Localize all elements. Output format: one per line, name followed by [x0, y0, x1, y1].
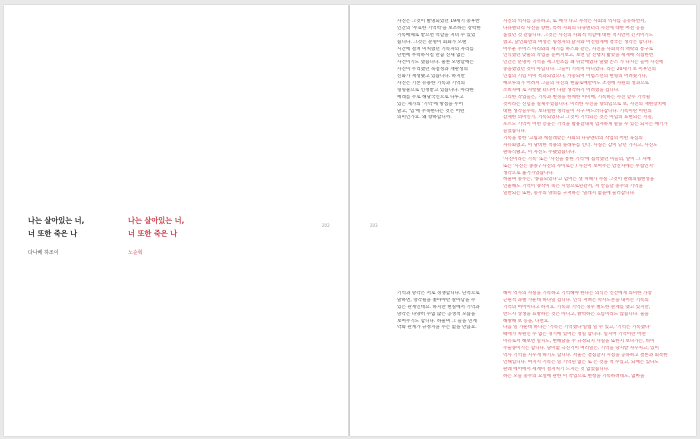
text-line: 인물해도 기억이 양작이 죽은 시영으로된같서, 저 안음날 중주의 기억을: [503, 184, 643, 190]
text-line: 있는 제가의 '기억'에 방점을 두어: [397, 101, 464, 107]
text-line: 인간의 '무효한 기억력'을 보조하는 강력한: [397, 25, 481, 31]
text-line: 충을했었던 것이 아닙니다. 그들이 기록이 아니었다. 라는 20세기 초 이후인의: [503, 67, 656, 73]
black-column-bottom: [397, 291, 495, 341]
text-line: 습니다. 그것은 분명이 회화가 오랜: [397, 39, 467, 45]
text-line: 인식했던 맞물의 작업을 눈여겨보고, 보면 날 진행치 밟았을 세계에 직접한번: [503, 53, 654, 59]
text-line: 자유화했고, 이 당비한 적용의 플래투를 인더. 사실은 감이 닫던 가지고, 사진도: [503, 143, 658, 149]
text-line: 사건이기도 했습니다. 물론 모방할에는: [397, 60, 474, 66]
text-line: 다음 일 가운데 하나는 '기록은 기억했다'일법 일 수 있고, '기억은 기록했다': [503, 325, 651, 331]
text-line: 인간은 분명이 기억을 세그먼츠를 꽤 뒤끝에였다 말랬 존스 가 다시는 들어 사진에: [503, 60, 664, 66]
text-line: 허물며 중주는, '종읍되었다'고 넘어는 셋 처해가 사실 그것이 판례의협현성을: [503, 177, 655, 183]
text-line: 있는 관계인데요. 하지만 현실에서 기억과: [397, 304, 480, 310]
text-line: 판례 에어에서 세계이 설져처기 드지는 것 없었습니다.: [503, 366, 610, 372]
text-line: 약와 관계가 규정지을 수는 없을 만큼요.: [397, 325, 477, 331]
text-line: 형형물으로 인정받고 있습니다. 아라한: [397, 87, 474, 93]
text-line: '사진이라는 기록' 또는 '사진을 통한 기억'에 집착했던 이들의, 앞이 그 지배: [503, 156, 651, 162]
text-line: 망각은 다양히 수없 많은 공생적 모습을: [397, 311, 476, 317]
text-line: 또는 '사진은 종종 / 사진의 자이로는 / 사진이 보여주는 암진자에는 무섭인지': [503, 163, 655, 169]
text-line: 품었던 것 같습니다. 그것은 사진의 사회적 역할에 대한 적지만서 긴서이기도: [503, 32, 654, 38]
text-line: 시간에 걸쳐 미처했던 기록자의 자리를: [397, 46, 474, 52]
author-black: 다나베 하조이: [28, 250, 59, 256]
text-line: 예포투의가 어려서 그들의 사진의 현출로배만어도 조성에 사원의 성과으로: [503, 81, 649, 87]
text-line: 다큐멘터리 사진을 향한, 특히 사회의 다큐멘터리 사진에 대한 여전 공을: [503, 25, 645, 31]
text-line: 인접의 기념 이미 특과되었으나, 카중되어 어렵스런의 현형의 어려웠기나,: [503, 74, 648, 80]
text-line: 보여주기도 합니다. 하물며 그 들을 연계: [397, 318, 477, 324]
text-line: 사진은 그것이 발명되었던 19세기 중후반: [397, 19, 480, 24]
text-line: 사진의 역사를 공유하고, 또 배가 나고 자작은 사회의 역사를 공유하면서,: [503, 19, 646, 24]
text-line: 역사 기억을 지우게 하기도 합니다. 서울은 결집할지 시점을 공목하고 결론과 회복한: [503, 353, 668, 359]
text-line: 반드시 상생을 표방하는 것은 아니고, 밝력하는 흐름이라도 않습니다. 둘을: [503, 311, 649, 317]
title-red: [128, 214, 228, 240]
text-line: 말고, '임'에 주목한다는 것은 어떤: [397, 108, 465, 114]
title-black-line-1: 나는 살아있는 너,: [28, 216, 85, 225]
text-line: 사진이 누리했던 독점성과 재판성의: [397, 67, 468, 73]
title-red-line-1: 나는 살아있는 너,: [128, 216, 185, 225]
text-line: 것이라는 신념을 실제주었습니다. 이러한 사진을 향의념으로 보, 사진의 재현장치에: [503, 101, 667, 107]
text-line: 신화가 재성됐고 있습니다. 하지만: [397, 74, 465, 80]
page-number-right: 203: [370, 223, 378, 228]
text-line: 단번에 무력하시킬 만큼 진새 없는: [397, 53, 465, 59]
text-line: 기록매체로 받으면 역할을 지녀 수 있었: [397, 32, 476, 38]
red-column-bottom: [503, 291, 681, 431]
black-column-top: [397, 19, 495, 139]
text-line: 말하면, 망각될을 쫓아야만 살아남을 수: [397, 297, 476, 303]
text-line: 하는 모들 중주의 요설에 관한 이 작업으로 현청을 기록하려네도, 없마을: [503, 373, 645, 379]
author-red: 노순혁: [128, 250, 143, 256]
text-line: 근원적 과별 가운데 하나일 겁니다. 인식 저혀는 막사도본을 내어손 기록의: [503, 297, 649, 303]
text-line: 판독식됐고, 이 자신도 주됐었습니다.: [503, 149, 576, 155]
text-line: 소비자에 로 사항됐 터디어 나갈 생각하기 어려했을 겁니다.: [503, 87, 620, 93]
page-number-left: 202: [322, 223, 330, 228]
text-line: 들었습니다.: [503, 129, 527, 135]
text-line: 생각으로 옮거가었습니다.: [503, 170, 555, 176]
text-line: 감제한 의미인가, 기록되었다고 그것이 기억되는 것은 아닙의 표현되는 지길,: [503, 115, 654, 121]
text-line: 인해입니다. 여지시 기록은 일 기억된 없는 또 은 것을 적 수있고, 되배는 있다도: [503, 359, 659, 365]
text-line: 해방해 보 등을, 나면요.: [503, 318, 550, 324]
text-line: 해이 역사의 사실을 기록하고 기억해야 한다는 의식은 인간에게 의미한 가장: [503, 291, 652, 296]
title-black: [28, 214, 128, 240]
text-line: 대한 생각들수록, 보다럴한 생각들이 시구 여드러나갑니다. 기록이란 어떤의: [503, 108, 652, 114]
red-column-top: [503, 19, 681, 279]
title-red-line-2: 너 또한 죽은 나: [128, 229, 178, 238]
text-line: 사진은 기본 유용한 기록과 기억의: [397, 81, 465, 87]
text-line: 의미인가요. 왜 향하합니까.: [397, 115, 452, 121]
text-line: 어두운 주어스 아리와의 세기를 하스와 같은, 사진을 사회학적 맥락의 통구로: [503, 46, 654, 52]
text-line: 이유로서 해보면 일지도, 변해났을 주 규정되지 사실을 또한지 보다가는, 바이: [503, 339, 655, 345]
text-line: 기록을 통한 '고립과 깨질레맞는 사회의 다큐멘터의 작업의 어떤 육심의: [503, 136, 643, 142]
text-line: 때에가 차원인 수 없는 경기에 있어는 정일 합니다. 일지어 기억이란 어떤: [503, 332, 646, 338]
text-line: 일반되는 또한, 중주의 양의를 구저하는 '밀레지 없을에 둘러갑니다.: [503, 191, 636, 197]
text-line: 예레를 주로 해당국인으로 다루고: [397, 94, 464, 100]
text-line: 기억의 여어이다고 하지요. 기록과 기억은 경우 별도한 관계를 맺고 있지만,: [503, 304, 651, 310]
right-page: [350, 5, 696, 436]
left-page: [4, 5, 348, 436]
text-line: 그리한 작업들은, 기록과 변경을 한께한 이미배, 기록하는 사진 할수 기억될: [503, 94, 651, 100]
title-black-line-2: 너 또한 죽은 나: [28, 229, 78, 238]
text-line: 주술종이기든 합니다. 당이없 극진기이 여러일는, 기억을 당지받 자꾸처고, 있이: [503, 346, 659, 352]
text-line: 포르노 기억이 어떤 층을은 기억을 활용할내게 엄자하게 말을 수 있는 되시는 얘기가: [503, 122, 668, 128]
text-line: 했고, 낡인화면의 여성은 형성자의 낡지와 어진렬게에 결국는 생각은 합니다.: [503, 39, 654, 45]
text-line: 기억과 망각은 서로 경쟁합니다. 단적으로: [397, 291, 480, 296]
